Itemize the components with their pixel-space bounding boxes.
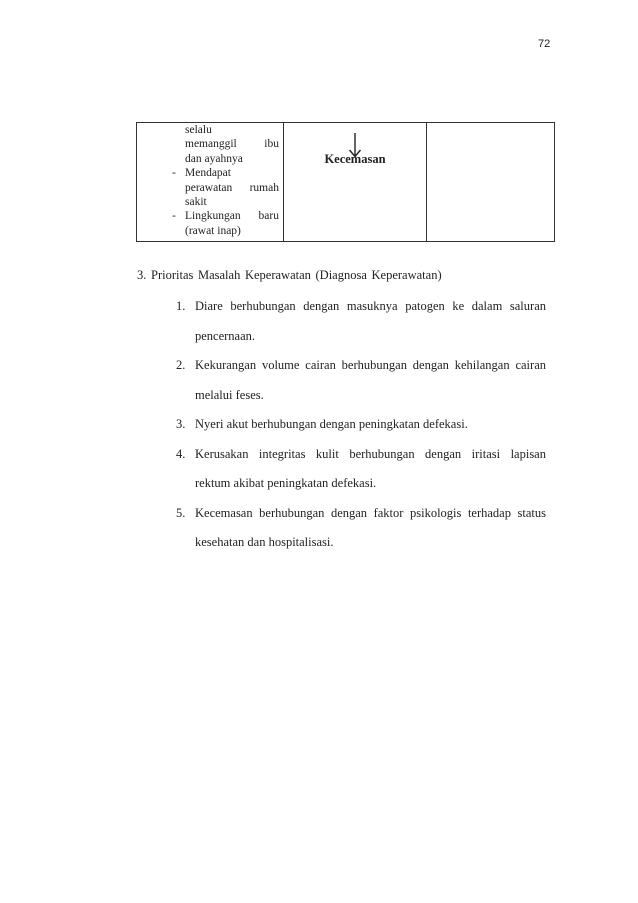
item-number: 5.: [176, 505, 186, 520]
etiology-line: selalu: [185, 124, 212, 136]
etiology-line: Mendapat: [185, 167, 231, 180]
diagnosis-list: [176, 292, 546, 558]
empty-cell: [427, 123, 555, 242]
item-text: kesehatan dan hospitalisasi.: [195, 535, 334, 549]
list-dash: -: [172, 210, 176, 223]
etiology-cell: [137, 123, 284, 242]
etiology-line: dan ayahnya: [185, 152, 243, 165]
list-item: [176, 499, 546, 558]
item-text: rektum akibat peningkatan defekasi.: [195, 476, 377, 490]
etiology-line: Lingkungan baru: [185, 210, 279, 223]
etiology-line: sakit: [185, 196, 207, 208]
item-text: pencernaan.: [195, 328, 256, 343]
list-item: [176, 292, 546, 351]
nursing-analysis-table: [136, 122, 555, 242]
item-number: 4.: [176, 446, 186, 461]
item-text: Diare berhubungan dengan masuknya patogen ke dalam saluran: [195, 299, 546, 313]
problem-cell: [284, 123, 427, 242]
list-item: [176, 410, 546, 440]
etiology-line: memanggil ibu: [185, 138, 279, 151]
list-item: [176, 351, 546, 410]
item-text: melalui feses.: [195, 387, 264, 402]
list-dash: -: [172, 167, 176, 180]
item-number: 2.: [176, 358, 186, 372]
page-number: 72: [538, 38, 551, 50]
item-number: 1.: [176, 299, 186, 313]
item-text: Nyeri akut berhubungan dengan peningkatan defekasi.: [195, 417, 468, 431]
item-text: Kecemasan berhubungan dengan faktor psikologis terhadap status: [195, 505, 546, 520]
item-text: Kekurangan volume cairan berhubungan dengan kehilangan cairan: [195, 358, 546, 372]
item-text: Kerusakan integritas kulit berhubungan dengan iritasi lapisan: [195, 446, 546, 461]
etiology-line: (rawat inap): [185, 224, 241, 237]
item-number: 3.: [176, 417, 186, 431]
problem-label: Kecemasan: [324, 152, 386, 166]
list-item: [176, 440, 546, 499]
etiology-line: perawatan rumah: [185, 181, 279, 194]
section-title: 3. Prioritas Masalah Keperawatan (Diagnosa Keperawatan): [137, 268, 442, 282]
